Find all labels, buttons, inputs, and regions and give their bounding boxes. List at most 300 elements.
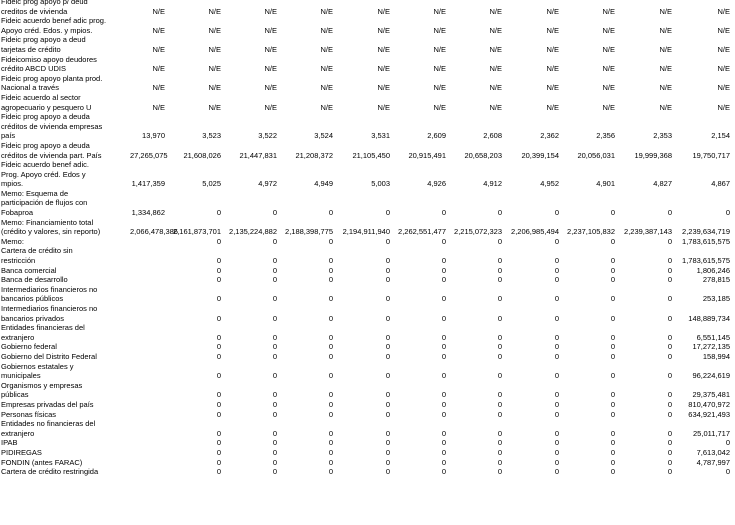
table-cell: 0	[554, 332, 559, 342]
table-cell: N/E	[320, 102, 333, 112]
table-row	[0, 189, 735, 218]
table-cell: 1,783,615,575	[682, 236, 730, 246]
row-label-line: restricción	[1, 256, 36, 266]
row-label	[0, 448, 130, 458]
table-cell: 0	[441, 438, 446, 448]
table-row	[0, 400, 735, 410]
table-cell: 0	[441, 399, 446, 409]
row-label	[0, 112, 130, 141]
table-cell: 0	[610, 313, 615, 323]
table-cell: 0	[328, 438, 333, 448]
table-cell: 0	[667, 447, 672, 457]
row-label-line: Intermediarios financieros no	[1, 304, 98, 313]
table-cell: 6,551,145	[696, 332, 730, 342]
table-row	[0, 419, 735, 438]
table-cell: 5,025	[202, 179, 221, 189]
table-cell: 0	[441, 351, 446, 361]
table-cell: 0	[385, 390, 390, 400]
table-cell: 0	[441, 447, 446, 457]
table-cell: 158,994	[702, 351, 730, 361]
table-cell: 0	[441, 265, 446, 275]
table-cell: N/E	[717, 44, 730, 54]
row-label	[0, 74, 130, 93]
table-cell: 2,135,224,882	[229, 227, 277, 237]
row-label-line: Cartera de crédito sin	[1, 246, 73, 256]
row-label-line: Gobierno federal	[1, 342, 57, 352]
row-label-line: participación de flujos con	[1, 198, 88, 208]
table-cell: 4,912	[483, 179, 502, 189]
table-cell: 0	[272, 457, 277, 467]
table-cell: 0	[272, 275, 277, 285]
row-label	[0, 400, 130, 410]
table-cell: 0	[385, 447, 390, 457]
table-cell: 0	[272, 351, 277, 361]
table-cell: N/E	[717, 64, 730, 74]
table-cell: 0	[272, 236, 277, 246]
table-cell: 0	[610, 399, 615, 409]
table-cell: 0	[216, 236, 221, 246]
table-cell: N/E	[489, 102, 502, 112]
row-label-line: créditos de vivienda empresas	[1, 121, 103, 131]
table-cell: 0	[216, 409, 221, 419]
table-cell: 0	[328, 447, 333, 457]
table-cell: N/E	[208, 102, 221, 112]
table-cell: 2,206,985,494	[511, 227, 559, 237]
table-cell: 0	[385, 313, 390, 323]
table-cell: 0	[328, 236, 333, 246]
table-cell: 2,237,105,832	[567, 227, 615, 237]
table-cell: N/E	[546, 44, 559, 54]
table-cell: 0	[385, 371, 390, 381]
table-cell: 0	[385, 342, 390, 352]
table-cell: 0	[216, 371, 221, 381]
row-label	[0, 266, 130, 276]
row-label	[0, 467, 130, 477]
table-cell: 3,524	[314, 131, 333, 141]
table-cell: 0	[610, 332, 615, 342]
table-cell: N/E	[717, 83, 730, 93]
table-cell: 0	[216, 390, 221, 400]
table-cell: 2,362	[540, 131, 559, 141]
table-cell: 0	[610, 409, 615, 419]
table-cell: 0	[497, 399, 502, 409]
table-cell: N/E	[659, 83, 672, 93]
table-row	[0, 304, 735, 323]
table-cell: 0	[216, 351, 221, 361]
table-cell: 634,921,493	[688, 409, 730, 419]
table-cell: 0	[497, 438, 502, 448]
table-cell: 0	[497, 313, 502, 323]
table-cell: 0	[554, 294, 559, 304]
table-cell: 0	[667, 438, 672, 448]
table-cell: 0	[328, 275, 333, 285]
table-row	[0, 352, 735, 362]
table-cell: 19,999,368	[634, 150, 672, 160]
row-label-line: Gobierno del Distrito Federal	[1, 351, 97, 361]
row-label	[0, 285, 130, 304]
table-cell: 0	[216, 457, 221, 467]
row-label	[0, 218, 130, 237]
table-cell: 2,239,634,719	[682, 227, 730, 237]
table-cell: 2,194,911,940	[342, 227, 390, 237]
table-cell: 0	[216, 399, 221, 409]
table-cell: 2,608	[483, 131, 502, 141]
table-cell: 0	[441, 409, 446, 419]
table-cell: N/E	[546, 102, 559, 112]
table-cell: 27,265,075	[130, 150, 168, 160]
table-cell: 13,970	[142, 131, 165, 141]
table-cell: 0	[610, 294, 615, 304]
table-cell: 2,353	[653, 131, 672, 141]
table-cell: N/E	[208, 25, 221, 35]
table-cell: N/E	[152, 83, 165, 93]
table-cell: N/E	[264, 64, 277, 74]
table-cell: 0	[497, 371, 502, 381]
table-cell: 0	[272, 467, 277, 477]
table-row	[0, 237, 735, 247]
table-cell: 0	[667, 457, 672, 467]
row-label	[0, 323, 130, 342]
table-cell: N/E	[602, 44, 615, 54]
row-label-line: Gobiernos estatales y	[1, 361, 74, 371]
table-cell: 0	[441, 208, 446, 218]
table-cell: N/E	[659, 6, 672, 16]
table-cell: N/E	[264, 83, 277, 93]
table-row	[0, 448, 735, 458]
row-label-line: Empresas privadas del país	[1, 399, 94, 409]
row-label-line: Fideic prog apoyo planta prod.	[1, 73, 103, 83]
table-cell: 0	[216, 275, 221, 285]
table-cell: N/E	[152, 102, 165, 112]
table-cell: 2,188,398,775	[285, 227, 333, 237]
table-cell: N/E	[546, 64, 559, 74]
table-cell: 0	[272, 208, 277, 218]
row-label-line: mpios.	[1, 179, 24, 189]
table-cell: 0	[441, 371, 446, 381]
table-cell: 21,608,026	[183, 150, 221, 160]
table-cell: 0	[441, 390, 446, 400]
table-cell: 0	[554, 447, 559, 457]
table-row	[0, 218, 735, 237]
table-cell: N/E	[377, 64, 390, 74]
table-cell: 0	[667, 236, 672, 246]
row-label-line: FONDIN (antes FARAC)	[1, 457, 83, 467]
table-cell: N/E	[208, 44, 221, 54]
table-cell: 0	[667, 371, 672, 381]
table-cell: 1,417,359	[131, 179, 165, 189]
table-cell: 4,952	[540, 179, 559, 189]
table-cell: 0	[610, 265, 615, 275]
table-cell: 4,926	[427, 179, 446, 189]
table-cell: 0	[610, 256, 615, 266]
table-row	[0, 35, 735, 54]
table-cell: 0	[497, 409, 502, 419]
table-cell: 0	[497, 390, 502, 400]
table-cell: N/E	[264, 25, 277, 35]
row-label-line: PIDIREGAS	[1, 447, 42, 457]
row-label-line: país	[1, 131, 16, 141]
table-row	[0, 285, 735, 304]
table-cell: 0	[328, 342, 333, 352]
table-cell: 21,208,372	[295, 150, 333, 160]
table-cell: N/E	[320, 25, 333, 35]
table-cell: 0	[497, 332, 502, 342]
table-cell: 20,399,154	[521, 150, 559, 160]
table-row	[0, 458, 735, 468]
table-cell: N/E	[433, 102, 446, 112]
table-cell: 4,867	[711, 179, 730, 189]
table-cell: 21,105,450	[352, 150, 390, 160]
table-cell: 19,750,717	[692, 150, 730, 160]
table-cell: N/E	[546, 25, 559, 35]
table-cell: 0	[272, 428, 277, 438]
table-cell: 0	[216, 208, 221, 218]
table-cell: 2,609	[427, 131, 446, 141]
table-cell: 278,815	[702, 275, 730, 285]
row-label-line: agropecuario y pesquero U	[1, 102, 92, 112]
table-row	[0, 362, 735, 381]
table-cell: 0	[441, 428, 446, 438]
table-cell: 0	[554, 390, 559, 400]
table-cell: 0	[328, 332, 333, 342]
row-label-line: Entidades no financieras del	[1, 419, 96, 429]
row-label	[0, 362, 130, 381]
row-label	[0, 0, 130, 16]
table-cell: 0	[554, 399, 559, 409]
table-cell: N/E	[152, 64, 165, 74]
table-cell: 0	[216, 332, 221, 342]
table-cell: 2,356	[596, 131, 615, 141]
table-cell: 0	[610, 342, 615, 352]
table-cell: 0	[667, 265, 672, 275]
table-cell: N/E	[433, 44, 446, 54]
table-cell: 0	[441, 275, 446, 285]
table-cell: 0	[216, 342, 221, 352]
row-label-line: Memo: Esquema de	[1, 188, 69, 198]
table-cell: N/E	[377, 102, 390, 112]
row-label-line: Memo:	[1, 236, 24, 246]
table-cell: N/E	[152, 6, 165, 16]
table-cell: 0	[610, 447, 615, 457]
table-cell: 0	[667, 390, 672, 400]
table-cell: N/E	[264, 44, 277, 54]
table-cell: 0	[441, 342, 446, 352]
table-row	[0, 16, 735, 35]
table-cell: N/E	[489, 83, 502, 93]
table-cell: 0	[385, 265, 390, 275]
table-cell: 0	[216, 467, 221, 477]
table-row	[0, 93, 735, 112]
table-row	[0, 342, 735, 352]
table-row	[0, 0, 735, 16]
table-cell: 0	[328, 351, 333, 361]
table-cell: 0	[385, 332, 390, 342]
table-cell: 2,154	[711, 131, 730, 141]
table-cell: 0	[667, 428, 672, 438]
table-cell: 0	[328, 390, 333, 400]
table-cell: N/E	[152, 44, 165, 54]
table-cell: N/E	[602, 6, 615, 16]
table-cell: 0	[497, 256, 502, 266]
table-cell: 0	[497, 208, 502, 218]
table-cell: 17,272,135	[692, 342, 730, 352]
table-cell: 0	[667, 467, 672, 477]
table-cell: 0	[385, 428, 390, 438]
row-label	[0, 381, 130, 400]
table-cell: 4,787,997	[696, 457, 730, 467]
table-cell: 1,334,862	[131, 208, 165, 218]
table-cell: 20,056,031	[577, 150, 615, 160]
table-cell: 2,066,478,386	[130, 227, 178, 237]
row-label-line: Fideic prog apoyo p/ deud	[1, 0, 88, 6]
table-cell: 5,003	[371, 179, 390, 189]
table-cell: N/E	[717, 6, 730, 16]
table-cell: 0	[272, 313, 277, 323]
table-cell: 0	[272, 342, 277, 352]
row-label-line: (crédito y valores, sin reporto)	[1, 227, 101, 237]
table-cell: 0	[385, 294, 390, 304]
row-label	[0, 189, 130, 218]
table-cell: 0	[328, 409, 333, 419]
table-cell: 0	[272, 399, 277, 409]
table-cell: N/E	[659, 64, 672, 74]
row-label-line: públicas	[1, 390, 29, 400]
table-cell: 0	[554, 438, 559, 448]
table-cell: 0	[441, 256, 446, 266]
table-cell: N/E	[602, 25, 615, 35]
row-label-line: crédito ABCD UDIS	[1, 64, 67, 74]
row-label	[0, 352, 130, 362]
table-cell: N/E	[489, 25, 502, 35]
table-cell: 0	[441, 457, 446, 467]
row-label-line: Apoyo créd. Edos. y mpios.	[1, 25, 93, 35]
row-label-line: Personas físicas	[1, 409, 57, 419]
row-label-line: Fobaproa	[1, 208, 34, 218]
row-label-line: Fideic prog apoyo a deuda	[1, 140, 90, 150]
row-label-line: Fideic acuerdo benef adic prog.	[1, 16, 107, 26]
table-cell: N/E	[433, 64, 446, 74]
table-cell: 0	[554, 467, 559, 477]
table-cell: N/E	[433, 83, 446, 93]
table-cell: 0	[385, 275, 390, 285]
table-cell: N/E	[377, 44, 390, 54]
row-label	[0, 438, 130, 448]
table-row	[0, 266, 735, 276]
table-cell: N/E	[659, 25, 672, 35]
table-cell: N/E	[602, 64, 615, 74]
table-cell: 0	[441, 467, 446, 477]
table-cell: 3,522	[258, 131, 277, 141]
table-cell: 0	[554, 265, 559, 275]
row-label	[0, 141, 130, 160]
table-cell: 0	[216, 294, 221, 304]
table-cell: 0	[497, 236, 502, 246]
row-label-line: tarjetas de crédito	[1, 44, 61, 54]
table-cell: 0	[272, 265, 277, 275]
table-cell: 0	[667, 399, 672, 409]
table-cell: 0	[441, 236, 446, 246]
table-cell: N/E	[377, 6, 390, 16]
table-cell: N/E	[433, 25, 446, 35]
table-cell: 0	[216, 313, 221, 323]
table-cell: 7,613,042	[696, 447, 730, 457]
table-cell: 0	[554, 208, 559, 218]
table-cell: N/E	[602, 102, 615, 112]
table-cell: 0	[554, 371, 559, 381]
row-label	[0, 237, 130, 247]
row-label	[0, 35, 130, 54]
table-cell: 0	[725, 467, 730, 477]
table-cell: 0	[385, 256, 390, 266]
table-cell: 0	[216, 265, 221, 275]
table-cell: 20,658,203	[464, 150, 502, 160]
table-row	[0, 160, 735, 189]
table-row	[0, 467, 735, 477]
table-cell: 0	[497, 294, 502, 304]
table-cell: 0	[497, 351, 502, 361]
table-cell: 0	[497, 467, 502, 477]
table-cell: 0	[272, 390, 277, 400]
table-cell: 0	[385, 351, 390, 361]
table-cell: 0	[385, 399, 390, 409]
table-cell: 0	[610, 390, 615, 400]
table-cell: 2,161,873,701	[173, 227, 221, 237]
table-cell: 0	[328, 208, 333, 218]
table-cell: 0	[272, 447, 277, 457]
row-label-line: Cartera de crédito restringida	[1, 467, 99, 477]
table-cell: 0	[497, 447, 502, 457]
row-label-line: Banca comercial	[1, 265, 57, 275]
table-cell: 0	[725, 438, 730, 448]
table-cell: 0	[385, 467, 390, 477]
table-cell: 0	[667, 332, 672, 342]
table-cell: 0	[328, 467, 333, 477]
table-cell: 148,889,734	[688, 313, 730, 323]
table-cell: 0	[667, 275, 672, 285]
table-cell: 0	[610, 438, 615, 448]
table-cell: 0	[610, 371, 615, 381]
table-cell: N/E	[208, 83, 221, 93]
table-cell: 0	[554, 236, 559, 246]
table-cell: 0	[667, 313, 672, 323]
table-cell: 0	[554, 342, 559, 352]
table-cell: 0	[328, 256, 333, 266]
row-label-line: Intermediarios financieros no	[1, 284, 98, 294]
table-cell: 0	[667, 208, 672, 218]
table-cell: 0	[610, 275, 615, 285]
row-label	[0, 275, 130, 285]
table-cell: 0	[328, 428, 333, 438]
table-cell: N/E	[152, 25, 165, 35]
table-cell: 1,806,246	[696, 265, 730, 275]
table-cell: 0	[497, 265, 502, 275]
table-cell: 810,470,972	[688, 399, 730, 409]
table-cell: 0	[667, 294, 672, 304]
table-cell: 0	[216, 256, 221, 266]
row-label-line: créditos de vivienda part. País	[1, 150, 102, 160]
table-cell: 1,783,615,575	[682, 256, 730, 266]
table-cell: 253,185	[702, 294, 730, 304]
row-label-line: municipales	[1, 371, 41, 381]
table-cell: 0	[667, 342, 672, 352]
table-cell: N/E	[433, 6, 446, 16]
table-cell: 0	[216, 438, 221, 448]
table-cell: 0	[610, 428, 615, 438]
table-cell: N/E	[377, 25, 390, 35]
row-label	[0, 410, 130, 420]
table-cell: 0	[725, 208, 730, 218]
table-cell: 3,531	[371, 131, 390, 141]
